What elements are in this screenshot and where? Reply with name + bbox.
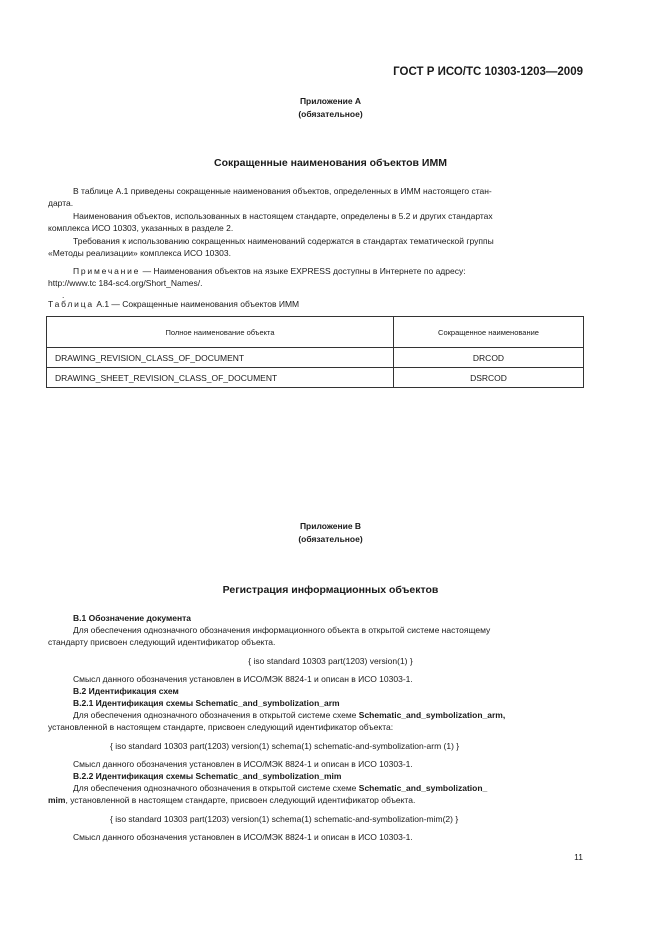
section-b1-identifier: { iso standard 10303 part(1203) version(1) } [248, 656, 413, 666]
note [73, 265, 581, 278]
appendix-b-title: Приложение В [299, 521, 362, 531]
note-url: http://www.tc 184-sc4.org/Short_Names/. [48, 278, 203, 288]
appendix-b-heading: Регистрация информационных объектов [222, 584, 439, 596]
paragraph-3: Требования к использованию сокращенных наименований содержатся в стандартах тематической группы [73, 236, 494, 246]
table-row [47, 348, 584, 368]
table-row [47, 368, 584, 388]
section-b22-paragraph [73, 782, 581, 795]
note-label: Примечание [73, 266, 141, 276]
table-caption-text: А.1 — Сокращенные наименования объектов ИММ [96, 299, 300, 309]
section-b21-meaning: Смысл данного обозначения установлен в ИСО/МЭК 8824-1 и описан в ИСО 10303-1. [73, 759, 413, 769]
paragraph-1-cont: дарта. [48, 198, 74, 208]
table-cell-full-name: DRAWING_REVISION_CLASS_OF_DOCUMENT [47, 348, 394, 368]
paragraph-3-cont: «Методы реализации» комплекса ИСО 10303. [48, 248, 231, 258]
paragraph-1: В таблице А.1 приведены сокращенные наименования объектов, определенных в ИММ настоящего стан- [73, 186, 492, 196]
note-text: — Наименования объектов на языке EXPRESS доступны в Интернете по адресу: [142, 266, 466, 276]
stray-dot: . [62, 290, 65, 300]
section-b1-meaning: Смысл данного обозначения установлен в ИСО/МЭК 8824-1 и описан в ИСО 10303-1. [73, 674, 413, 684]
table-cell-short-name: DSRCOD [394, 368, 584, 388]
section-b22-heading: В.2.2 Идентификация схемы Schematic_and_symbolization_mim [73, 771, 342, 781]
section-b1-paragraph-cont: стандарту присвоен следующий идентификатор объекта. [48, 637, 276, 647]
table-header-short-name: Сокращенное наименование [394, 317, 584, 348]
section-b1-paragraph: Для обеспечения однозначного обозначения информационного объекта в открытой системе настоящему [73, 625, 491, 635]
table-cell-short-name: DRCOD [394, 348, 584, 368]
table-cell-full-name: DRAWING_SHEET_REVISION_CLASS_OF_DOCUMENT [47, 368, 394, 388]
names-table [46, 316, 584, 388]
section-b2-heading: В.2 Идентификация схем [73, 686, 179, 696]
table-header-row [47, 317, 584, 348]
section-b22-text-cont: , установленной в настоящем стандарте, присвоен следующий идентификатор объекта. [65, 795, 416, 805]
schema-name-mim: Schematic_and_symbolization_ [358, 783, 488, 793]
section-b21-paragraph-cont: установленной в настоящем стандарте, присвоен следующий идентификатор объекта: [48, 722, 394, 732]
paragraph-2-cont: комплекса ИСО 10303, указанных в разделе 2. [48, 223, 234, 233]
section-b22-paragraph-cont [48, 794, 415, 807]
section-b22-text: Для обеспечения однозначного обозначения в открытой системе схеме [73, 783, 359, 793]
section-b22-identifier: { iso standard 10303 part(1203) version(1) schema(1) schematic-and-symbolization-mim(2) } [110, 814, 459, 824]
page-number: 11 [574, 852, 583, 862]
paragraph-2: Наименования объектов, использованных в настоящем стандарте, определены в 5.2 и других стандартах [73, 211, 493, 221]
table-header-full-name: Полное наименование объекта [47, 317, 394, 348]
document-header: ГОСТ Р ИСО/ТС 10303-1203—2009 [393, 66, 583, 78]
section-b21-text: Для обеспечения однозначного обозначения в открытой системе схеме [73, 710, 359, 720]
section-b21-identifier: { iso standard 10303 part(1203) version(1) schema(1) schematic-and-symbolization-arm (1) } [110, 741, 460, 751]
schema-name-arm: Schematic_and_symbolization_arm, [358, 710, 506, 720]
table-label: Таблица [48, 299, 94, 309]
section-b1-heading: В.1 Обозначение документа [73, 613, 192, 623]
appendix-a-heading: Сокращенные наименования объектов ИММ [214, 157, 447, 169]
section-b21-heading: В.2.1 Идентификация схемы Schematic_and_symbolization_arm [73, 698, 340, 708]
schema-name-mim-suffix: mim [48, 795, 66, 805]
table-caption [48, 298, 299, 311]
appendix-a-status: (обязательное) [298, 109, 363, 119]
section-b22-meaning: Смысл данного обозначения установлен в ИСО/МЭК 8824-1 и описан в ИСО 10303-1. [73, 832, 413, 842]
appendix-b-status: (обязательное) [298, 534, 363, 544]
appendix-a-title: Приложение А [299, 96, 362, 106]
section-b21-paragraph [73, 709, 581, 722]
